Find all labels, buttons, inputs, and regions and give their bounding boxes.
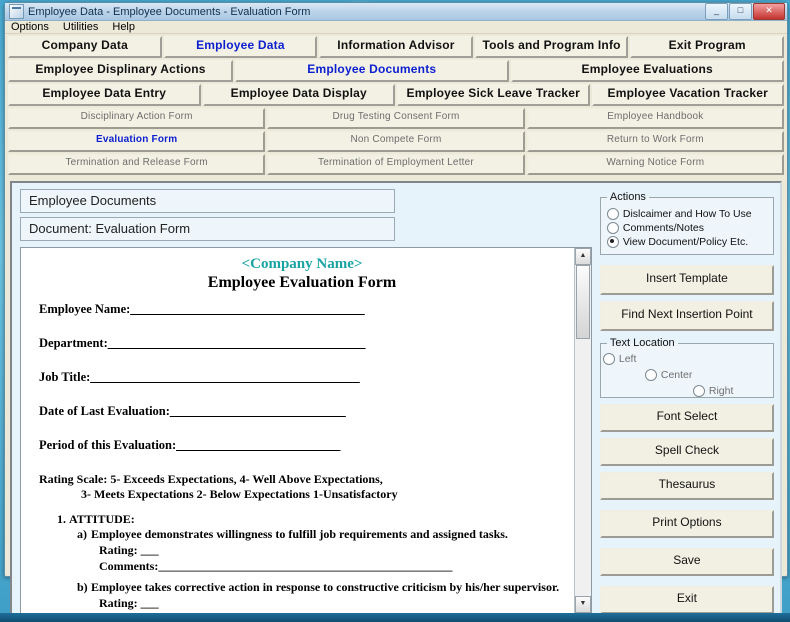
menu-item-help[interactable]: Help (112, 21, 135, 33)
subitem-text: Employee demonstrates willingness to fulfill job requirements and assigned tasks. (91, 527, 508, 541)
content-area (10, 181, 782, 622)
evaluation-item-list (39, 512, 565, 611)
nav-return-to-work-form[interactable]: Return to Work Form (527, 131, 784, 152)
actions-group (600, 191, 774, 255)
nav-exit-program[interactable]: Exit Program (630, 36, 784, 58)
nav-row-tertiary (8, 84, 784, 106)
font-select-button[interactable]: Font Select (600, 404, 774, 432)
application-window (4, 2, 788, 610)
subitem-letter: a) (77, 527, 87, 541)
document-page[interactable] (21, 248, 575, 613)
spell-check-button[interactable]: Spell Check (600, 438, 774, 466)
radio-label: Center (660, 369, 693, 381)
subitem-rating: Rating: ___ (99, 596, 159, 610)
menu-bar (5, 21, 787, 34)
actions-column (600, 189, 774, 614)
field-job-title (39, 370, 565, 385)
evaluation-item-heading: ATTITUDE: (69, 512, 135, 526)
insert-template-button[interactable]: Insert Template (600, 265, 774, 295)
actions-legend: Actions (609, 191, 646, 203)
menu-item-options[interactable]: Options (11, 21, 49, 33)
scroll-up-icon[interactable]: ▲ (575, 248, 591, 265)
nav-warning-notice-form[interactable]: Warning Notice Form (527, 154, 784, 175)
radio-label: View Document/Policy Etc. (622, 236, 749, 248)
radio-icon-selected[interactable] (607, 236, 619, 248)
scroll-down-icon[interactable]: ▼ (575, 596, 591, 613)
text-location-legend: Text Location (609, 337, 675, 349)
evaluation-subitem-b (77, 580, 565, 611)
app-icon (9, 4, 24, 19)
find-next-insertion-point-button[interactable]: Find Next Insertion Point (600, 301, 774, 331)
nav-row-doc-3 (8, 154, 784, 175)
radio-icon[interactable] (607, 222, 619, 234)
radio-label: Right (708, 385, 734, 397)
document-label: Document: Evaluation Form (20, 217, 395, 241)
nav-row-secondary (8, 60, 784, 82)
field-employee-name (39, 302, 565, 317)
nav-row-primary (8, 36, 784, 58)
thesaurus-button[interactable]: Thesaurus (600, 472, 774, 500)
nav-information-advisor[interactable]: Information Advisor (319, 36, 473, 58)
field-blank: ____________________________ (176, 438, 340, 452)
document-company-name: <Company Name> (241, 256, 363, 272)
radio-label: Dislcaimer and How To Use (622, 208, 752, 220)
field-blank: ______________________________________________ (90, 370, 360, 384)
save-button[interactable]: Save (600, 548, 774, 576)
taskbar (0, 613, 790, 622)
menu-item-utilities[interactable]: Utilities (62, 21, 99, 33)
field-department (39, 336, 565, 351)
nav-evaluation-form[interactable]: Evaluation Form (8, 131, 265, 152)
nav-termination-and-release-form[interactable]: Termination and Release Form (8, 154, 265, 175)
window-controls (705, 3, 785, 20)
exit-button[interactable]: Exit (600, 586, 774, 614)
field-blank: ____________________________________________ (107, 336, 366, 350)
document-column (20, 189, 594, 614)
text-location-group (600, 337, 774, 398)
rating-scale-line1: Rating Scale: 5- Exceeds Expectations, 4- Well Above Expectations, (39, 472, 383, 486)
nav-employee-evaluations[interactable]: Employee Evaluations (511, 60, 784, 82)
document-scrollbar[interactable] (574, 248, 591, 613)
rating-scale-line2: 3- Meets Expectations 2- Below Expectations 1-Unsatisfactory (81, 487, 398, 501)
field-date-of-last-evaluation (39, 404, 565, 419)
nav-employee-displinary-actions[interactable]: Employee Displinary Actions (8, 60, 233, 82)
scrollbar-thumb[interactable] (576, 265, 590, 339)
nav-employee-data[interactable]: Employee Data (164, 36, 318, 58)
field-period-of-this-evaluation (39, 438, 565, 453)
nav-row-doc-2 (8, 131, 784, 152)
radio-icon[interactable] (693, 385, 705, 397)
field-label: Job Title: (39, 370, 91, 384)
nav-employee-sick-leave-tracker[interactable]: Employee Sick Leave Tracker (397, 84, 590, 106)
radio-text-center[interactable] (645, 369, 693, 381)
nav-employee-data-display[interactable]: Employee Data Display (203, 84, 396, 106)
rating-scale (39, 472, 565, 502)
radio-disclaimer-how-to-use[interactable] (607, 208, 769, 220)
nav-termination-of-employment-letter[interactable]: Termination of Employment Letter (267, 154, 524, 175)
navigation-bar (5, 34, 787, 177)
field-label: Period of this Evaluation: (39, 438, 177, 452)
nav-disciplinary-action-form[interactable]: Disciplinary Action Form (8, 108, 265, 129)
field-label: Date of Last Evaluation: (39, 404, 170, 418)
close-button[interactable]: ✕ (753, 3, 785, 20)
subitem-text: Employee takes corrective action in response to constructive criticism by his/her supervisor. (91, 580, 560, 594)
evaluation-subitem-a (77, 527, 565, 574)
window-title: Employee Data - Employee Documents - Evaluation Form (28, 5, 311, 18)
nav-tools-and-program-info[interactable]: Tools and Program Info (475, 36, 629, 58)
radio-text-left[interactable] (603, 353, 637, 365)
nav-company-data[interactable]: Company Data (8, 36, 162, 58)
radio-icon[interactable] (603, 353, 615, 365)
maximize-button[interactable]: □ (729, 3, 752, 20)
document-title: Employee Evaluation Form (207, 274, 397, 291)
nav-non-compete-form[interactable]: Non Compete Form (267, 131, 524, 152)
minimize-button[interactable]: _ (705, 3, 728, 20)
radio-icon[interactable] (607, 208, 619, 220)
document-viewer[interactable] (20, 247, 592, 614)
field-label: Department: (39, 336, 108, 350)
nav-row-doc-1 (8, 108, 784, 129)
print-options-button[interactable]: Print Options (600, 510, 774, 538)
nav-employee-vacation-tracker[interactable]: Employee Vacation Tracker (592, 84, 785, 106)
nav-employee-data-entry[interactable]: Employee Data Entry (8, 84, 201, 106)
radio-label: Comments/Notes (622, 222, 704, 234)
field-label: Employee Name: (39, 302, 131, 316)
nav-employee-documents[interactable]: Employee Documents (235, 60, 508, 82)
radio-comments-notes[interactable] (607, 222, 769, 234)
subitem-letter: b) (77, 580, 88, 594)
subitem-comments: Comments:_________________________________________________ (99, 559, 453, 573)
section-title: Employee Documents (20, 189, 395, 213)
nav-employee-handbook[interactable]: Employee Handbook (527, 108, 784, 129)
subitem-rating: Rating: ___ (99, 543, 159, 557)
evaluation-item (69, 512, 565, 611)
field-blank: ______________________________ (169, 404, 346, 418)
field-blank: ________________________________________ (130, 302, 365, 316)
radio-icon[interactable] (645, 369, 657, 381)
title-bar (5, 3, 787, 21)
radio-text-right[interactable] (693, 385, 734, 397)
radio-label: Left (618, 353, 637, 365)
radio-view-document-policy[interactable] (607, 236, 769, 248)
nav-drug-testing-consent-form[interactable]: Drug Testing Consent Form (267, 108, 524, 129)
